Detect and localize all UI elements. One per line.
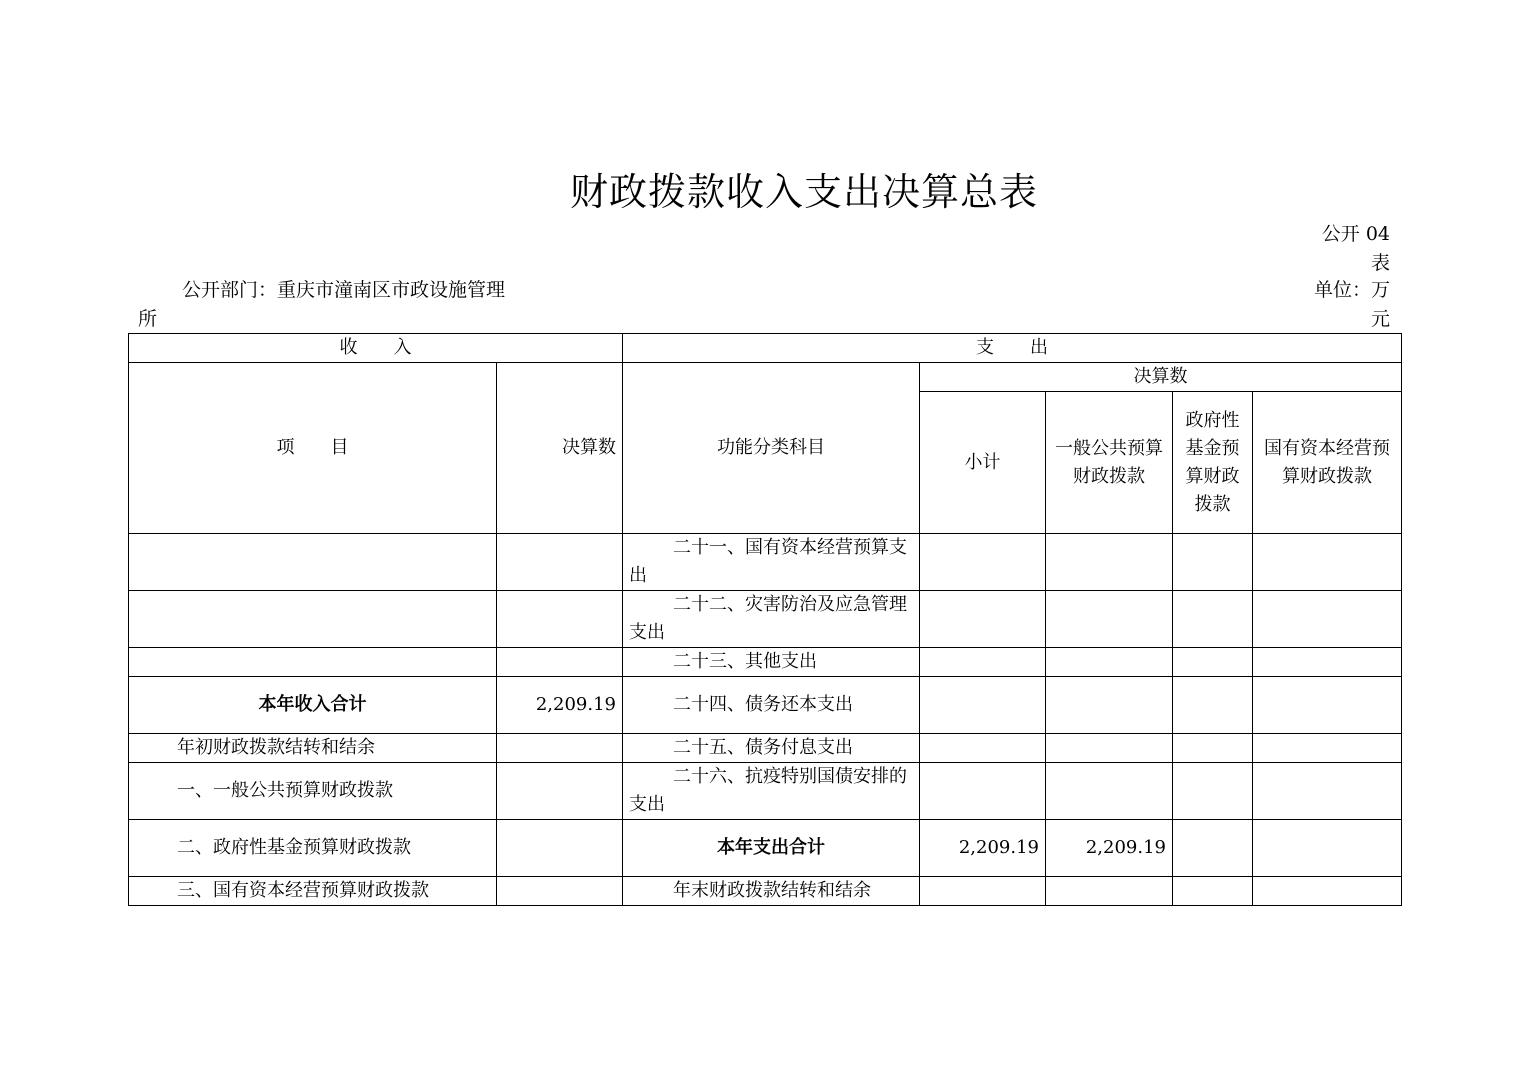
row-category: 二十一、国有资本经营预算支出 (623, 534, 920, 591)
form-number-line2: 表 (1370, 252, 1390, 274)
unit-line1: 单位：万 (1313, 279, 1390, 301)
row-category: 二十五、债务付息支出 (623, 734, 920, 763)
income-header: 收 入 (129, 334, 623, 363)
row-category: 二十二、灾害防治及应急管理支出 (623, 591, 920, 648)
department-label: 公开部门：重庆市潼南区市政设施管理所 (138, 279, 506, 330)
row-amount (497, 734, 623, 763)
row-gov-fund (1173, 648, 1253, 677)
row-amount: 2,209.19 (497, 677, 623, 734)
row-amount (497, 648, 623, 677)
row-general (1046, 734, 1173, 763)
row-item (129, 534, 497, 591)
row-subtotal: 2,209.19 (920, 820, 1046, 877)
table-row (129, 763, 1402, 820)
row-state-capital (1253, 648, 1402, 677)
row-category: 年末财政拨款结转和结余 (623, 877, 920, 906)
unit-label (1290, 276, 1390, 334)
expense-header: 支 出 (623, 334, 1402, 363)
row-category: 二十四、债务还本支出 (623, 677, 920, 734)
row-general (1046, 534, 1173, 591)
row-gov-fund (1173, 677, 1253, 734)
budget-summary-table (128, 333, 1402, 906)
row-gov-fund (1173, 734, 1253, 763)
table-row (129, 677, 1402, 734)
row-general (1046, 648, 1173, 677)
row-item: 二、政府性基金预算财政拨款 (129, 820, 497, 877)
form-number (1300, 220, 1390, 278)
table-row (129, 734, 1402, 763)
row-gov-fund (1173, 877, 1253, 906)
row-subtotal (920, 591, 1046, 648)
table-row (129, 820, 1402, 877)
row-subtotal (920, 677, 1046, 734)
row-general: 2,209.19 (1046, 820, 1173, 877)
row-state-capital (1253, 591, 1402, 648)
row-general (1046, 677, 1173, 734)
row-state-capital (1253, 677, 1402, 734)
row-general (1046, 877, 1173, 906)
col-header-gov-fund: 政府性基金预算财政拨款 (1173, 392, 1253, 534)
row-item (129, 648, 497, 677)
row-item: 年初财政拨款结转和结余 (129, 734, 497, 763)
page-title: 财政拨款收入支出决算总表 (569, 170, 1038, 214)
row-subtotal (920, 734, 1046, 763)
row-amount (497, 534, 623, 591)
row-subtotal (920, 648, 1046, 677)
row-general (1046, 763, 1173, 820)
col-header-category: 功能分类科目 (623, 363, 920, 534)
row-amount (497, 877, 623, 906)
row-state-capital (1253, 734, 1402, 763)
row-amount (497, 763, 623, 820)
col-header-amount: 决算数 (497, 363, 623, 534)
col-header-subtotal: 小计 (920, 392, 1046, 534)
row-category: 二十三、其他支出 (623, 648, 920, 677)
col-header-item: 项 目 (129, 363, 497, 534)
row-amount (497, 820, 623, 877)
row-item: 本年收入合计 (129, 677, 497, 734)
row-subtotal (920, 763, 1046, 820)
row-amount (497, 591, 623, 648)
row-state-capital (1253, 763, 1402, 820)
table-row (129, 877, 1402, 906)
row-state-capital (1253, 534, 1402, 591)
row-item (129, 591, 497, 648)
row-gov-fund (1173, 763, 1253, 820)
col-header-state-capital: 国有资本经营预算财政拨款 (1253, 392, 1402, 534)
row-subtotal (920, 877, 1046, 906)
row-category: 二十六、抗疫特别国债安排的支出 (623, 763, 920, 820)
row-subtotal (920, 534, 1046, 591)
row-gov-fund (1173, 534, 1253, 591)
row-gov-fund (1173, 591, 1253, 648)
unit-line2: 元 (1370, 308, 1390, 330)
row-state-capital (1253, 820, 1402, 877)
form-number-line1: 公开 04 (1321, 223, 1390, 245)
row-item: 一、一般公共预算财政拨款 (129, 763, 497, 820)
row-general (1046, 591, 1173, 648)
row-item: 三、国有资本经营预算财政拨款 (129, 877, 497, 906)
table-row (129, 591, 1402, 648)
col-header-general: 一般公共预算财政拨款 (1046, 392, 1173, 534)
row-state-capital (1253, 877, 1402, 906)
row-category: 本年支出合计 (623, 820, 920, 877)
row-gov-fund (1173, 820, 1253, 877)
col-header-final: 决算数 (920, 363, 1402, 392)
table-row (129, 648, 1402, 677)
table-row (129, 534, 1402, 591)
